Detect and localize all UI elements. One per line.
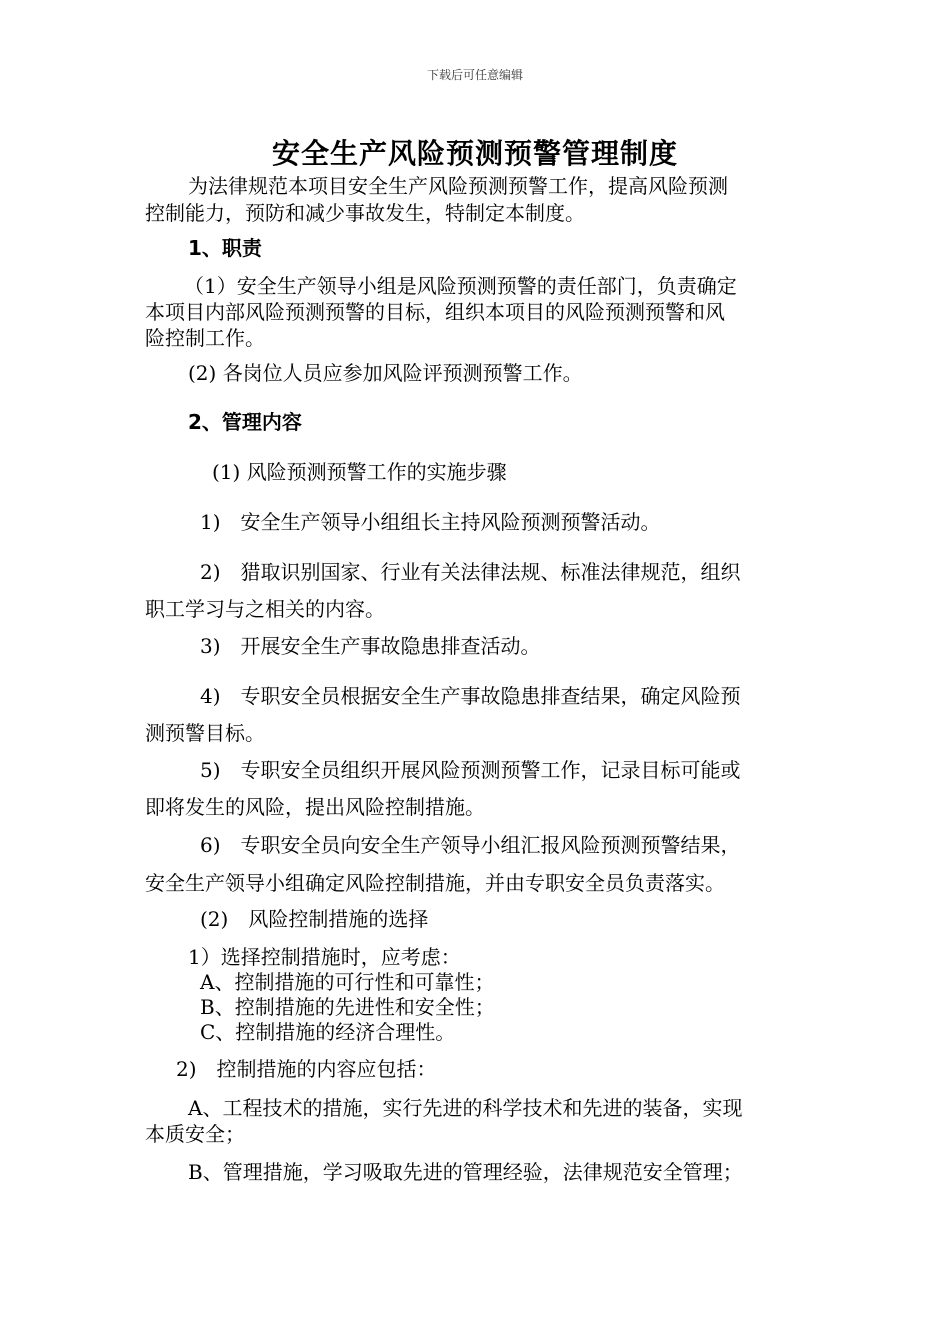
- choice-2-item-a-line-1: A、工程技术的措施，实行先进的科学技术和先进的装备，实现: [188, 1096, 743, 1120]
- section-1-item-1-line-3: 险控制工作。: [145, 326, 265, 350]
- section-1-item-1-line-2: 本项目内部风险预测预警的目标，组织本项目的风险预测预警和风: [145, 300, 725, 324]
- intro-line-2: 控制能力，预防和减少事故发生，特制定本制度。: [145, 201, 585, 225]
- step-2-line-2: 职工学习与之相关的内容。: [145, 597, 385, 621]
- section-2-heading: 2、管理内容: [188, 410, 302, 434]
- step-5-line-2: 即将发生的风险，提出风险控制措施。: [145, 795, 485, 819]
- step-1: 1) 安全生产领导小组组长主持风险预测预警活动。: [200, 510, 661, 534]
- subsection-1-heading: (1) 风险预测预警工作的实施步骤: [212, 460, 507, 484]
- section-1-heading: 1、职责: [188, 236, 262, 260]
- header-note: 下载后可任意编辑: [426, 68, 523, 82]
- document-title: 安全生产风险预测预警管理制度: [271, 137, 678, 170]
- choice-1-lead: 1）选择控制措施时，应考虑：: [188, 945, 461, 969]
- choice-2-item-b: B、管理措施，学习吸取先进的管理经验，法律规范安全管理；: [188, 1160, 743, 1184]
- step-2-line-1: 2) 猎取识别国家、行业有关法律法规、标准法律规范，组织: [200, 560, 741, 584]
- intro-line-1: 为法律规范本项目安全生产风险预测预警工作，提高风险预测: [188, 174, 728, 198]
- step-5-line-1: 5) 专职安全员组织开展风险预测预警工作，记录目标可能或: [200, 758, 741, 782]
- subsection-2-heading: (2) 风险控制措施的选择: [200, 907, 429, 931]
- step-6-line-1: 6) 专职安全员向安全生产领导小组汇报风险预测预警结果，: [200, 833, 741, 857]
- choice-1-item-c: C、控制措施的经济合理性。: [200, 1020, 456, 1044]
- choice-1-item-b: B、控制措施的先进性和安全性；: [200, 995, 495, 1019]
- choice-2-item-a-line-2: 本质安全；: [145, 1122, 245, 1146]
- step-4-line-2: 测预警目标。: [145, 721, 265, 745]
- section-1-item-2: (2) 各岗位人员应参加风险评预测预警工作。: [188, 361, 583, 385]
- step-6-line-2: 安全生产领导小组确定风险控制措施，并由专职安全员负责落实。: [145, 871, 725, 895]
- choice-1-item-a: A、控制措施的可行性和可靠性；: [200, 970, 495, 994]
- section-1-item-1-line-1: （1）安全生产领导小组是风险预测预警的责任部门，负责确定: [184, 274, 737, 298]
- step-3: 3) 开展安全生产事故隐患排查活动。: [200, 634, 541, 658]
- choice-2-lead: 2) 控制措施的内容应包括：: [176, 1057, 437, 1081]
- step-4-line-1: 4) 专职安全员根据安全生产事故隐患排查结果，确定风险预: [200, 684, 741, 708]
